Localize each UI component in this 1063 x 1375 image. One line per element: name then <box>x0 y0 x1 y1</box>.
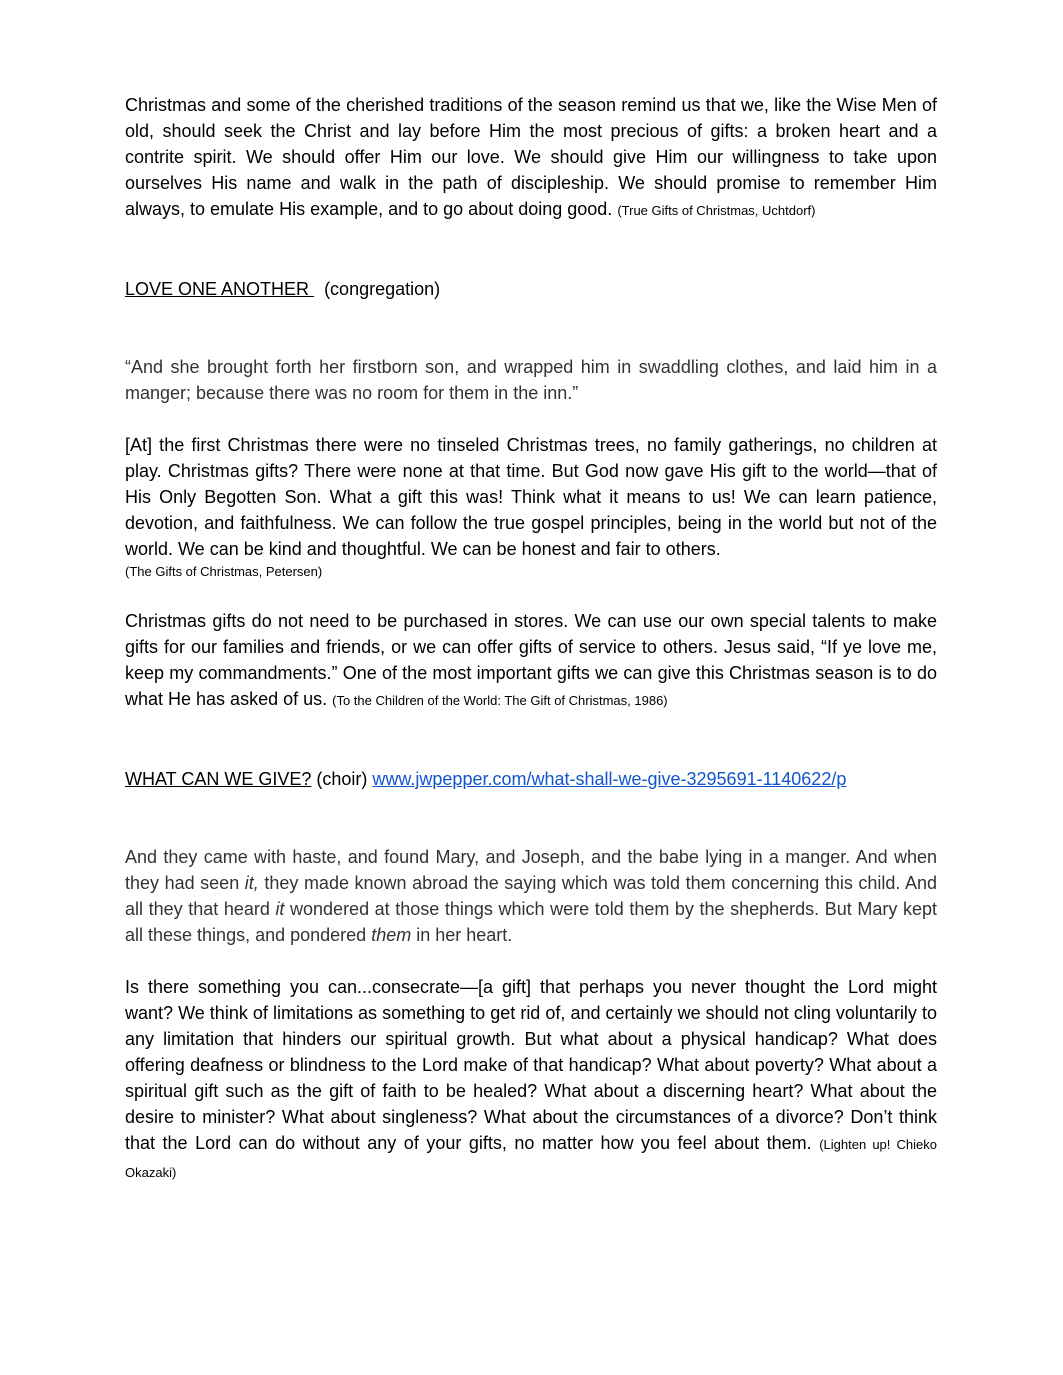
song-what-can-we-give <box>125 766 937 792</box>
quote-citation: (The Gifts of Christmas, Petersen) <box>125 564 323 579</box>
quote-petersen <box>125 432 937 582</box>
scripture-text-part: And they came with haste, and found Mary, and Joseph, and the babe lying in a manger. And when they had seen <box>125 847 937 893</box>
quote-children-of-world <box>125 608 937 714</box>
song-link[interactable]: www.jwpepper.com/what-shall-we-give-3295691-1140622/p <box>372 769 847 789</box>
song-note: (choir) <box>316 769 368 789</box>
scripture-text-part: they made known abroad the saying which was told them concerning this child. And all they that heard <box>125 873 938 919</box>
scripture-italic: it, <box>244 873 259 893</box>
document-body <box>125 92 937 1186</box>
quote-text: [At] the first Christmas there were no tinseled Christmas trees, no family gatherings, no children at play. Christmas gifts? There were none at that time. But God now gave His gift to the world—that of His Only Begotten Son. What a gift this was! Think what it means to us! We can learn patience, devotion, and faithfulness. We can follow the true gospel principles, being in the world but not of the world. We can be kind and thoughtful. We can be honest and fair to others. <box>125 435 937 559</box>
scripture-text-part: in her heart. <box>411 925 513 945</box>
scripture-luke-2-16-19 <box>125 844 937 948</box>
song-love-one-another <box>125 276 937 302</box>
song-title: LOVE ONE ANOTHER <box>125 279 315 299</box>
quote-citation: (Lighten up! Chieko Okazaki) <box>125 1137 937 1180</box>
song-note: (congregation) <box>324 279 441 299</box>
scripture-text: “And she brought forth her firstborn son, and wrapped him in swaddling clothes, and laid him in a manger; because there was no room for them in the inn.” <box>125 357 937 403</box>
quote-text: Christmas and some of the cherished traditions of the season remind us that we, like the Wise Men of old, should seek the Christ and lay before Him the most precious of gifts: a broken heart and a contrite spirit. We should offer Him our love. We should give Him our willingness to take upon ourselves His name and walk in the path of discipleship. We should promise to remember Him always, to emulate His example, and to go about doing good. <box>125 95 937 219</box>
quote-citation: (To the Children of the World: The Gift of Christmas, 1986) <box>332 693 668 708</box>
quote-text: Christmas gifts do not need to be purchased in stores. We can use our own special talents to make gifts for our families and friends, or we can offer gifts of service to others. Jesus said, “If ye love me, keep my commandments.” One of the most important gifts we can give this Christmas season is to do what He has asked of us. <box>125 611 937 709</box>
scripture-italic: them <box>371 925 412 945</box>
quote-okazaki <box>125 974 937 1186</box>
quote-uchtdorf <box>125 92 937 224</box>
song-title: WHAT CAN WE GIVE? <box>125 769 312 789</box>
quote-text: Is there something you can...consecrate—[a gift] that perhaps you never thought the Lord might want? We think of limitations as something to get rid of, and certainly we should not cling voluntarily to any limitation that hinders our spiritual growth. But what about a physical handicap? What does offering deafness or blindness to the Lord make of that handicap? What about poverty? What about a spiritual gift such as the gift of faith to be healed? What about a discerning heart? What about the desire to minister? What about singleness? What about the circumstances of a divorce? Don’t think that the Lord can do without any of your gifts, no matter how you feel about them. <box>125 977 937 1153</box>
scripture-italic: it <box>275 899 285 919</box>
scripture-luke-2-7 <box>125 354 937 406</box>
quote-citation: (True Gifts of Christmas, Uchtdorf) <box>617 203 816 218</box>
scripture-text-part: wondered at those things which were told them by the shepherds. But Mary kept all these things, and pondered <box>125 899 937 945</box>
